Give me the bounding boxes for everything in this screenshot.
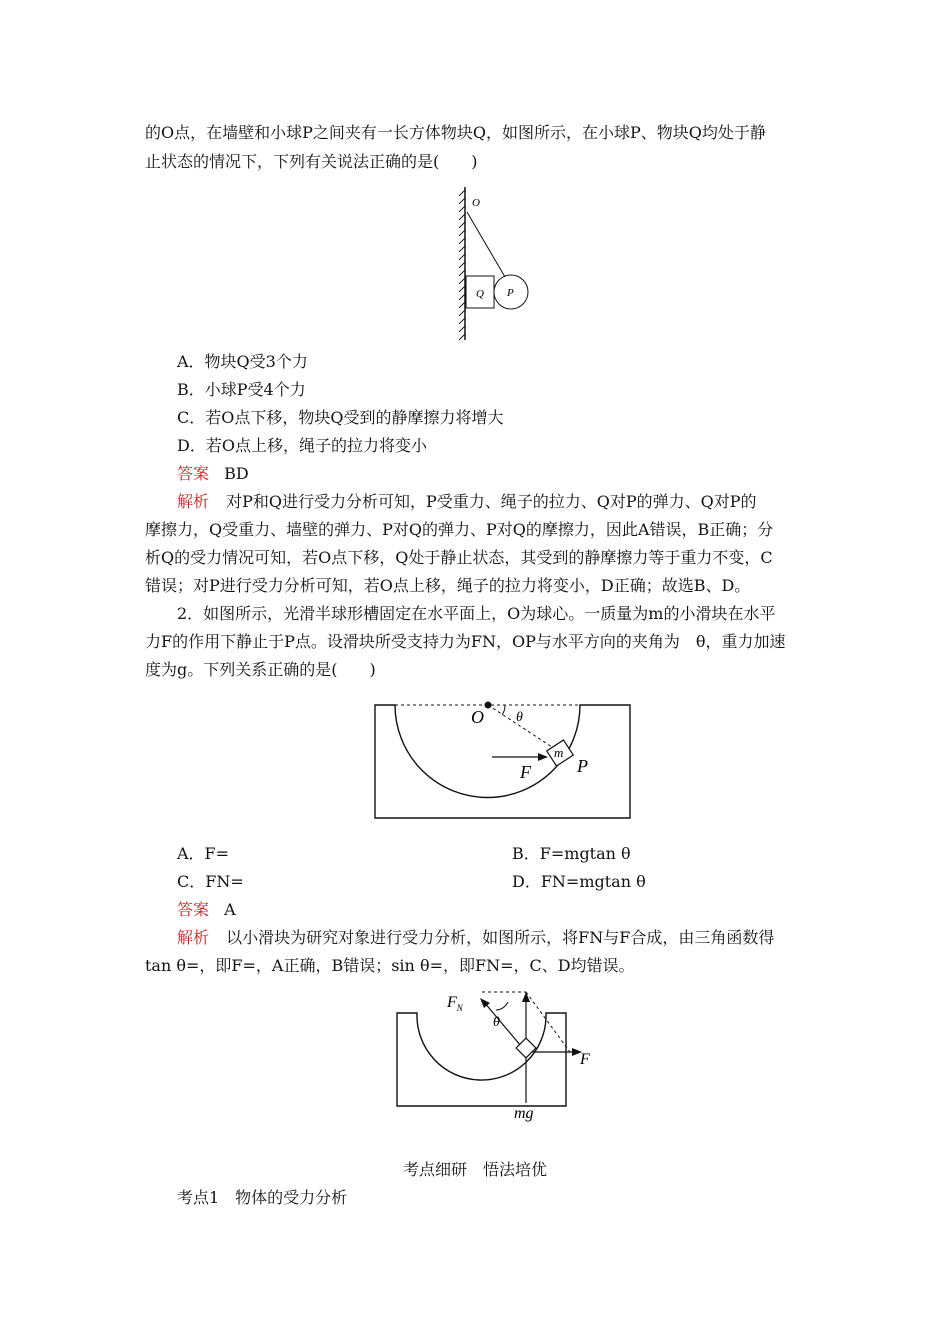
q2-figure (372, 690, 634, 830)
q1-stem-line-1: 的O点，在墙壁和小球P之间夹有一长方体物块Q，如图所示，在小球P、物块Q均处于静 (145, 123, 766, 142)
label-mg: mg (514, 1105, 534, 1122)
groove-outline-2 (397, 1013, 566, 1106)
q2-stem-line-1: 2．如图所示，光滑半球形槽固定在水平面上，O为球心。一质量为m的小滑块在水平 (177, 604, 776, 623)
q2-analysis-text-1: 以小滑块为研究对象进行受力分析，如图所示，将FN与F合成，由三角函数得 (226, 928, 775, 947)
q2-analysis-label: 解析 (177, 928, 210, 947)
q1-analysis-line-2: 摩擦力，Q受重力、墙壁的弹力、P对Q的弹力、P对Q的摩擦力，因此A错误，B正确；分 (145, 520, 774, 539)
label-fn (446, 994, 464, 1013)
force-f-arrowhead (538, 753, 548, 761)
q1-option-a: A．物块Q受3个力 (177, 352, 308, 371)
q1-analysis-line-3: 析Q的受力情况可知，若O点下移，Q处于静止状态，其受到的静摩擦力等于重力不变，C (145, 548, 773, 567)
vertical-arrowhead (522, 992, 530, 1002)
label-f-2: F (580, 1051, 590, 1068)
q1-option-d: D．若O点上移，绳子的拉力将变小 (177, 436, 427, 455)
q1-answer (177, 464, 249, 484)
q2-option-d: D．FN=mgtan θ (512, 872, 646, 891)
label-o: O (471, 707, 484, 727)
q1-answer-value: BD (224, 464, 249, 483)
label-theta-2: θ (493, 1015, 500, 1030)
label-p: P (507, 287, 514, 299)
theta-arc (502, 705, 505, 715)
q2-answer-label: 答案 (177, 900, 210, 919)
rope-line (467, 212, 505, 277)
q2-answer (177, 900, 236, 920)
q2-analysis-line-2: tan θ=，即F=，A正确，B错误；sin θ=，即FN=，C、D均错误。 (145, 956, 635, 975)
label-f: F (520, 762, 531, 782)
diag-dashed (526, 992, 570, 1052)
label-q: Q (476, 288, 484, 300)
q1-stem-line-2: 止状态的情况下，下列有关说法正确的是( ) (145, 152, 478, 171)
q2-option-c: C．FN= (177, 872, 244, 891)
q2-option-a: A．F= (177, 844, 230, 863)
label-p: P (577, 756, 588, 776)
q1-option-c: C．若O点下移，物块Q受到的静摩擦力将增大 (177, 408, 504, 427)
q1-option-b: B．小球P受4个力 (177, 380, 306, 399)
section-heading: 考点细研 悟法培优 (402, 1160, 547, 1179)
groove-outline (375, 705, 630, 818)
section-subheading: 考点1 物体的受力分析 (177, 1188, 348, 1207)
theta-arc-2 (496, 1002, 508, 1010)
label-fn-sub: N (456, 1003, 463, 1013)
q1-analysis-text-1: 对P和Q进行受力分析可知，P受重力、绳子的拉力、Q对P的弹力、Q对P的 (226, 492, 757, 511)
q2-option-b: B．F=mgtan θ (512, 844, 631, 863)
label-m: m (554, 745, 564, 760)
q2-stem-line-3: 度为g。下列关系正确的是( ) (145, 660, 376, 679)
wall-hatching (459, 190, 465, 340)
q1-analysis-line-1 (177, 492, 757, 512)
label-fn-main: F (447, 994, 457, 1011)
q2-stem-line-2: 力F的作用下静止于P点。设滑块所受支持力为FN，OP与水平方向的夹角为 θ，重力加速 (145, 632, 786, 651)
label-theta: θ (516, 710, 523, 725)
q2-answer-value: A (224, 900, 236, 919)
q1-answer-label: 答案 (177, 464, 210, 483)
q2-analysis-line-1 (177, 928, 774, 948)
label-o: O (472, 197, 480, 209)
q1-figure (455, 182, 545, 347)
center-o-dot (485, 702, 492, 709)
q2-force-figure (392, 988, 610, 1123)
q1-analysis-line-4: 错误；对P进行受力分析可知，若O点上移，绳子的拉力将变小，D正确；故选B、D。 (145, 576, 751, 595)
q1-analysis-label: 解析 (177, 492, 210, 511)
